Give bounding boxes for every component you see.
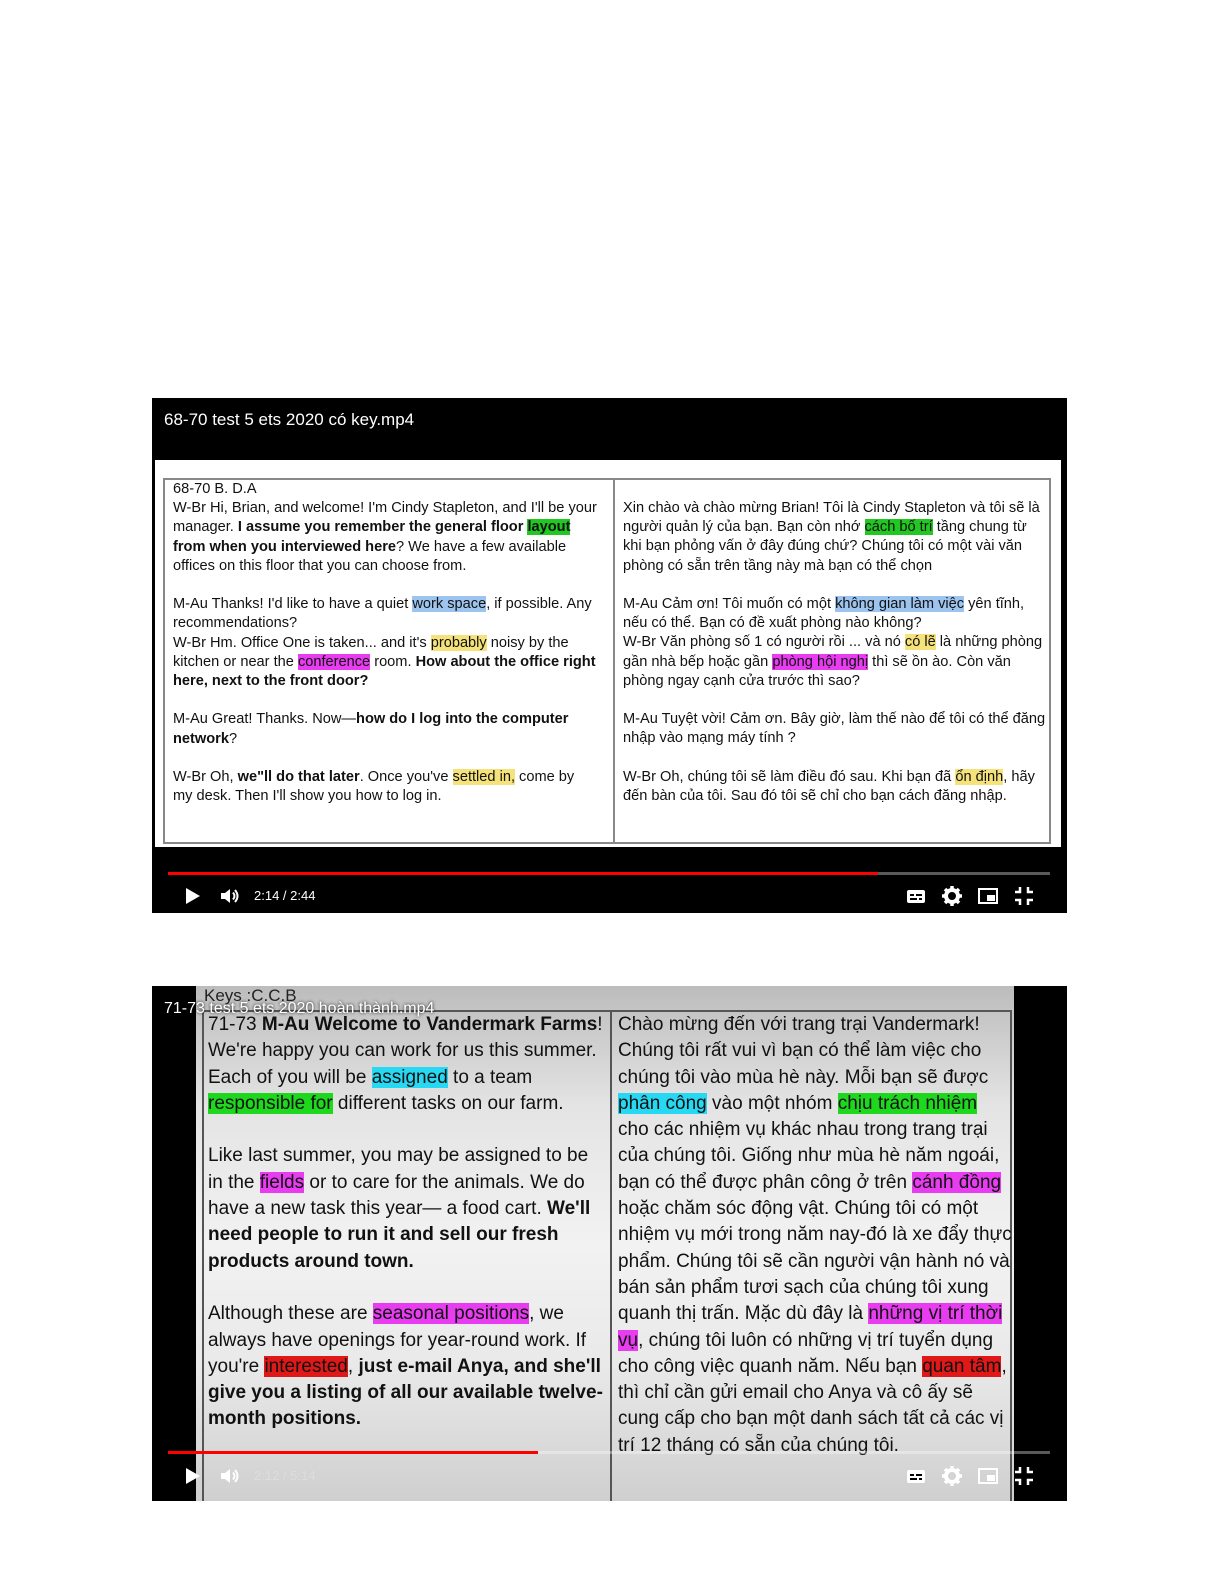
miniplayer-icon[interactable] <box>976 884 1000 908</box>
video-title[interactable]: 68-70 test 5 ets 2020 có key.mp4 <box>164 410 415 429</box>
player-controls <box>152 876 1067 913</box>
highlight: probably <box>430 634 487 651</box>
highlight: settled in, <box>452 769 515 785</box>
settings-gear-icon[interactable] <box>940 884 964 908</box>
play-icon[interactable] <box>180 1464 204 1488</box>
english-transcript <box>173 480 597 826</box>
highlight: conference <box>297 653 371 670</box>
progress-bar[interactable] <box>168 872 1050 875</box>
highlight: chịu trách nhiệm <box>837 1092 978 1114</box>
answer-keys: Keys :C.C.B <box>204 986 297 1005</box>
highlight: có lẽ <box>904 634 936 651</box>
video-player-1[interactable] <box>152 398 1067 913</box>
player-controls <box>152 1456 1067 1496</box>
column-divider <box>610 1012 612 1501</box>
transcript-paragraph: M-Au Tuyệt vời! Cảm ơn. Bây giờ, làm thế nào để tôi có thể đăng nhập vào mạng máy tính ? <box>623 711 1046 747</box>
highlight: cách bố trí <box>864 519 933 536</box>
play-icon[interactable] <box>180 884 204 908</box>
transcript-paragraph: Although these are seasonal positions, we always have openings for year-round work. If you're interested, just e-mail Anya, and she'll give you a listing of all our available twelve-month positions. <box>208 1303 603 1430</box>
english-transcript <box>208 1012 608 1459</box>
column-divider <box>613 480 615 842</box>
answer-key-header: 68-70 B. D.A <box>173 481 257 497</box>
video-title[interactable]: 71-73 test 5 ets 2020 hoàn thành.mp4 <box>164 1000 435 1017</box>
settings-gear-icon[interactable] <box>940 1464 964 1488</box>
video-frame-slide <box>155 460 1061 847</box>
video-frame-slide <box>196 986 1014 1501</box>
volume-icon[interactable] <box>218 1464 242 1488</box>
transcript-paragraph: W-Br Hi, Brian, and welcome! I'm Cindy Stapleton, and I'll be your manager. I assume you remember the general floor layout from when you interviewed here? We have a few available offices on this floor that you can choose from. <box>173 500 597 574</box>
exit-fullscreen-icon[interactable] <box>1012 1464 1036 1488</box>
transcript-paragraph: Xin chào và chào mừng Brian! Tôi là Cindy Stapleton và tôi sẽ là người quản lý của bạn. Bạn còn nhớ cách bố trí tầng chung từ khi bạn phỏng vấn ở đây đúng chứ? Chúng tôi có một vài văn phòng có sẵn trên tầng này mà bạn có thể chọn <box>623 500 1040 574</box>
highlight: quan tâm <box>922 1355 1002 1377</box>
progress-bar[interactable] <box>168 1451 1050 1454</box>
transcript-paragraph: 71-73 M-Au Welcome to Vandermark Farms! We're happy you can work for us this summer. <box>208 1014 603 1062</box>
transcript-paragraph: M-Au Cảm ơn! Tôi muốn có một không gian làm việc yên tĩnh, nếu có thể. Bạn có đề xuất phòng nào không? W-Br Văn phòng số 1 có người rồi ... và nó có lẽ là những phòng gần nhà bếp hoặc gần phòng hội nghị thì sẽ ồn ào. Còn văn phòng ngay cạnh cửa trước thì sao? <box>623 596 1043 689</box>
highlight: cánh đồng <box>912 1171 1002 1193</box>
volume-icon[interactable] <box>218 884 242 908</box>
highlight: seasonal positions <box>372 1303 530 1325</box>
highlight: phòng hội nghị <box>772 653 869 670</box>
highlight: phân công <box>618 1092 707 1114</box>
highlight: những vị trí thời vụ <box>618 1303 1003 1351</box>
highlight: work space <box>412 596 487 613</box>
subtitles-icon[interactable] <box>904 1464 928 1488</box>
transcript-paragraph: W-Br Oh, chúng tôi sẽ làm điều đó sau. Khi bạn đã ổn định, hãy đến bàn của tôi. Sau đó tôi sẽ chỉ cho bạn cách đăng nhập. <box>623 768 1035 804</box>
transcript-paragraph: M-Au Thanks! I'd like to have a quiet work space, if possible. Any recommendations? W-Br Hm. Office One is taken... and it's probably noisy by the kitchen or near the conference room. How about the office right here, next to the front door? <box>173 596 596 690</box>
transcript-paragraph: Like last summer, you may be assigned to be in the fields or to care for the animals. We do have a new task this year— a food cart. We'll need people to run it and sell our fresh products around town. <box>208 1145 591 1272</box>
highlight: ổn định <box>955 768 1004 785</box>
transcript-paragraph: M-Au Great! Thanks. Now—how do I log into the computer network? <box>173 711 569 747</box>
time-display: 2:14 / 2:44 <box>254 888 316 903</box>
transcript-paragraph: Chào mừng đến với trang trại Vandermark! Chúng tôi rất vui vì bạn có thể làm việc cho chúng tôi vào mùa hè này. Mỗi bạn sẽ được phân công vào một nhóm chịu trách nhiệm cho các nhiệm vụ khác nhau trong trang trại của chúng tôi. Giống như mùa hè năm ngoái, bạn có thể được phân công ở trên cánh đồng hoặc chăm sóc động vật. Chúng tôi có một nhiệm vụ mới trong năm nay-đó là xe đẩy thực phẩm. Chúng tôi sẽ cần người vận hành nó và bán sản phẩm tươi sạch của chúng tôi xung quanh thị trấn. Mặc dù đây là những vị trí thời vụ, chúng tôi luôn có những vị trí tuyển dụng cho công việc quanh năm. Nếu bạn quan tâm, thì chỉ cần gửi email cho Anya và cô ấy sẽ cung cấp cho bạn một danh sách tất cả các vị trí 12 tháng có sẵn của chúng tôi. <box>618 1014 1012 1456</box>
highlight: fields <box>259 1171 305 1193</box>
transcript-table <box>202 1010 1012 1501</box>
transcript-paragraph: Each of you will be assigned to a team responsible for different tasks on our farm. <box>208 1066 564 1114</box>
transcript-paragraph: W-Br Oh, we"ll do that later. Once you've settled in, come by my desk. Then I'll show you how to log in. <box>173 769 575 805</box>
highlight: interested <box>264 1355 348 1377</box>
highlight: assigned <box>371 1066 448 1088</box>
vietnamese-transcript <box>623 499 1047 825</box>
progress-fill <box>168 1451 538 1454</box>
highlight: layout <box>527 519 571 536</box>
vietnamese-transcript <box>618 1012 1012 1459</box>
transcript-table <box>163 478 1051 844</box>
progress-fill <box>168 872 878 875</box>
time-display: 2:12 / 5:14 <box>254 1468 316 1483</box>
highlight: responsible for <box>208 1092 333 1114</box>
highlight: không gian làm việc <box>835 596 965 612</box>
subtitles-icon[interactable] <box>904 884 928 908</box>
video-player-2[interactable] <box>152 986 1067 1501</box>
miniplayer-icon[interactable] <box>976 1464 1000 1488</box>
exit-fullscreen-icon[interactable] <box>1012 884 1036 908</box>
